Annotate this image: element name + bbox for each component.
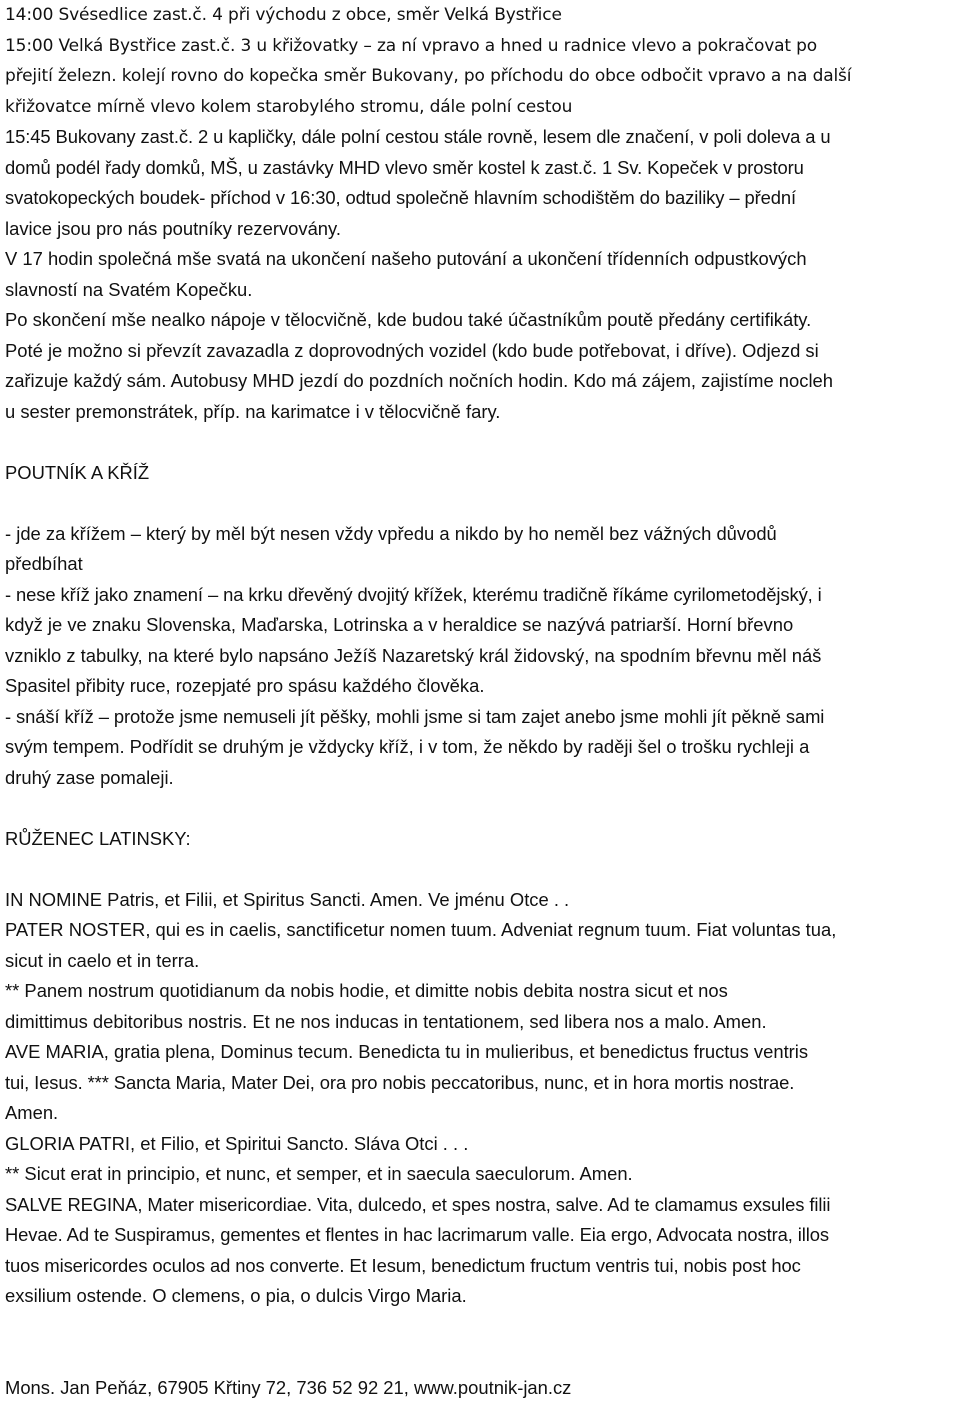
itinerary-line: svatokopeckých boudek- příchod v 16:30, odtud společně hlavním schodištěm do baziliky – přední — [5, 183, 955, 214]
itinerary-line: V 17 hodin společná mše svatá na ukončení našeho putování a ukončení třídenních odpustkových — [5, 244, 955, 275]
section-heading-poutnik: POUTNÍK A KŘÍŽ — [5, 458, 955, 489]
prayer-line: GLORIA PATRI, et Filio, et Spiritui Sancto. Sláva Otci . . . — [5, 1129, 955, 1160]
prayer-line: exsilium ostende. O clemens, o pia, o dulcis Virgo Maria. — [5, 1281, 955, 1312]
poutnik-line: druhý zase pomaleji. — [5, 763, 955, 794]
spacer — [5, 1312, 955, 1373]
poutnik-line: svým tempem. Podřídit se druhým je vždycky kříž, i v tom, že někdo by raději šel o trošku rychleji a — [5, 732, 955, 763]
poutnik-line: předbíhat — [5, 549, 955, 580]
footer-contact: Mons. Jan Peňáz, 67905 Křtiny 72, 736 52 92 21, www.poutnik-jan.cz — [5, 1373, 955, 1403]
itinerary-line: 14:00 Svésedlice zast.č. 4 při východu z obce, směr Velká Bystřice — [5, 0, 955, 31]
poutnik-line: - nese kříž jako znamení – na krku dřevěný dvojitý křížek, kterému tradičně říkáme cyrilometodějský, i — [5, 580, 955, 611]
itinerary-line: Po skončení mše nealko nápoje v tělocvičně, kde budou také účastníkům poutě předány certifikáty. — [5, 305, 955, 336]
poutnik-line: - snáší kříž – protože jsme nemuseli jít pěšky, mohli jsme si tam zajet anebo jsme mohli jít pěkně sami — [5, 702, 955, 733]
prayer-line: ** Panem nostrum quotidianum da nobis hodie, et dimitte nobis debita nostra sicut et nos — [5, 976, 955, 1007]
ruzenec-section — [5, 885, 955, 1312]
poutnik-line: když je ve znaku Slovenska, Maďarska, Lotrinska a v heraldice se nazývá patriarší. Horní břevno — [5, 610, 955, 641]
itinerary-line: 15:00 Velká Bystřice zast.č. 3 u křižovatky – za ní vpravo a hned u radnice vlevo a pokračovat po — [5, 31, 955, 62]
itinerary-line: domů podél řady domků, MŠ, u zastávky MHD vlevo směr kostel k zast.č. 1 Sv. Kopeček v prostoru — [5, 153, 955, 184]
spacer — [5, 854, 955, 885]
poutnik-line: vzniklo z tabulky, na které bylo napsáno Ježíš Nazaretský král židovský, na spodním břevnu měl náš — [5, 641, 955, 672]
prayer-line: SALVE REGINA, Mater misericordiae. Vita, dulcedo, et spes nostra, salve. Ad te clamamus exsules filii — [5, 1190, 955, 1221]
section-heading-ruzenec: RŮŽENEC LATINSKY: — [5, 824, 955, 855]
itinerary-line: 15:45 Bukovany zast.č. 2 u kapličky, dále polní cestou stále rovně, lesem dle značení, v poli doleva a u — [5, 122, 955, 153]
document-page — [5, 0, 955, 1403]
prayer-line: tuos misericordes oculos ad nos converte. Et Iesum, benedictum fructum ventris tui, nobis post hoc — [5, 1251, 955, 1282]
prayer-line: sicut in caelo et in terra. — [5, 946, 955, 977]
itinerary-line: zařizuje každý sám. Autobusy MHD jezdí do pozdních nočních hodin. Kdo má zájem, zajistíme nocleh — [5, 366, 955, 397]
itinerary-line: Poté je možno si převzít zavazadla z doprovodných vozidel (kdo bude potřebovat, i dříve). Odjezd si — [5, 336, 955, 367]
prayer-line: Hevae. Ad te Suspiramus, gementes et flentes in hac lacrimarum valle. Eia ergo, Advocata nostra, illos — [5, 1220, 955, 1251]
prayer-line: Amen. — [5, 1098, 955, 1129]
prayer-line: PATER NOSTER, qui es in caelis, sanctificetur nomen tuum. Adveniat regnum tuum. Fiat voluntas tua, — [5, 915, 955, 946]
prayer-line: dimittimus debitoribus nostris. Et ne nos inducas in tentationem, sed libera nos a malo. Amen. — [5, 1007, 955, 1038]
itinerary-line: křižovatce mírně vlevo kolem starobylého stromu, dále polní cestou — [5, 92, 955, 123]
itinerary-line: slavností na Svatém Kopečku. — [5, 275, 955, 306]
prayer-line: AVE MARIA, gratia plena, Dominus tecum. Benedicta tu in mulieribus, et benedictus fructus ventris — [5, 1037, 955, 1068]
poutnik-section — [5, 519, 955, 794]
poutnik-line: Spasitel přibity ruce, rozepjaté pro spásu každého člověka. — [5, 671, 955, 702]
itinerary-section — [5, 0, 955, 427]
itinerary-line: u sester premonstrátek, příp. na karimatce i v tělocvičně fary. — [5, 397, 955, 428]
poutnik-line: - jde za křížem – který by měl být nesen vždy vpředu a nikdo by ho neměl bez vážných důvodů — [5, 519, 955, 550]
itinerary-line: přejití železn. kolejí rovno do kopečka směr Bukovany, po příchodu do obce odbočit vpravo a na další — [5, 61, 955, 92]
prayer-line: ** Sicut erat in principio, et nunc, et semper, et in saecula saeculorum. Amen. — [5, 1159, 955, 1190]
spacer — [5, 427, 955, 458]
spacer — [5, 793, 955, 824]
prayer-line: tui, Iesus. *** Sancta Maria, Mater Dei, ora pro nobis peccatoribus, nunc, et in hora mortis nostrae. — [5, 1068, 955, 1099]
itinerary-line: lavice jsou pro nás poutníky rezervovány. — [5, 214, 955, 245]
spacer — [5, 488, 955, 519]
prayer-line: IN NOMINE Patris, et Filii, et Spiritus Sancti. Amen. Ve jménu Otce . . — [5, 885, 955, 916]
